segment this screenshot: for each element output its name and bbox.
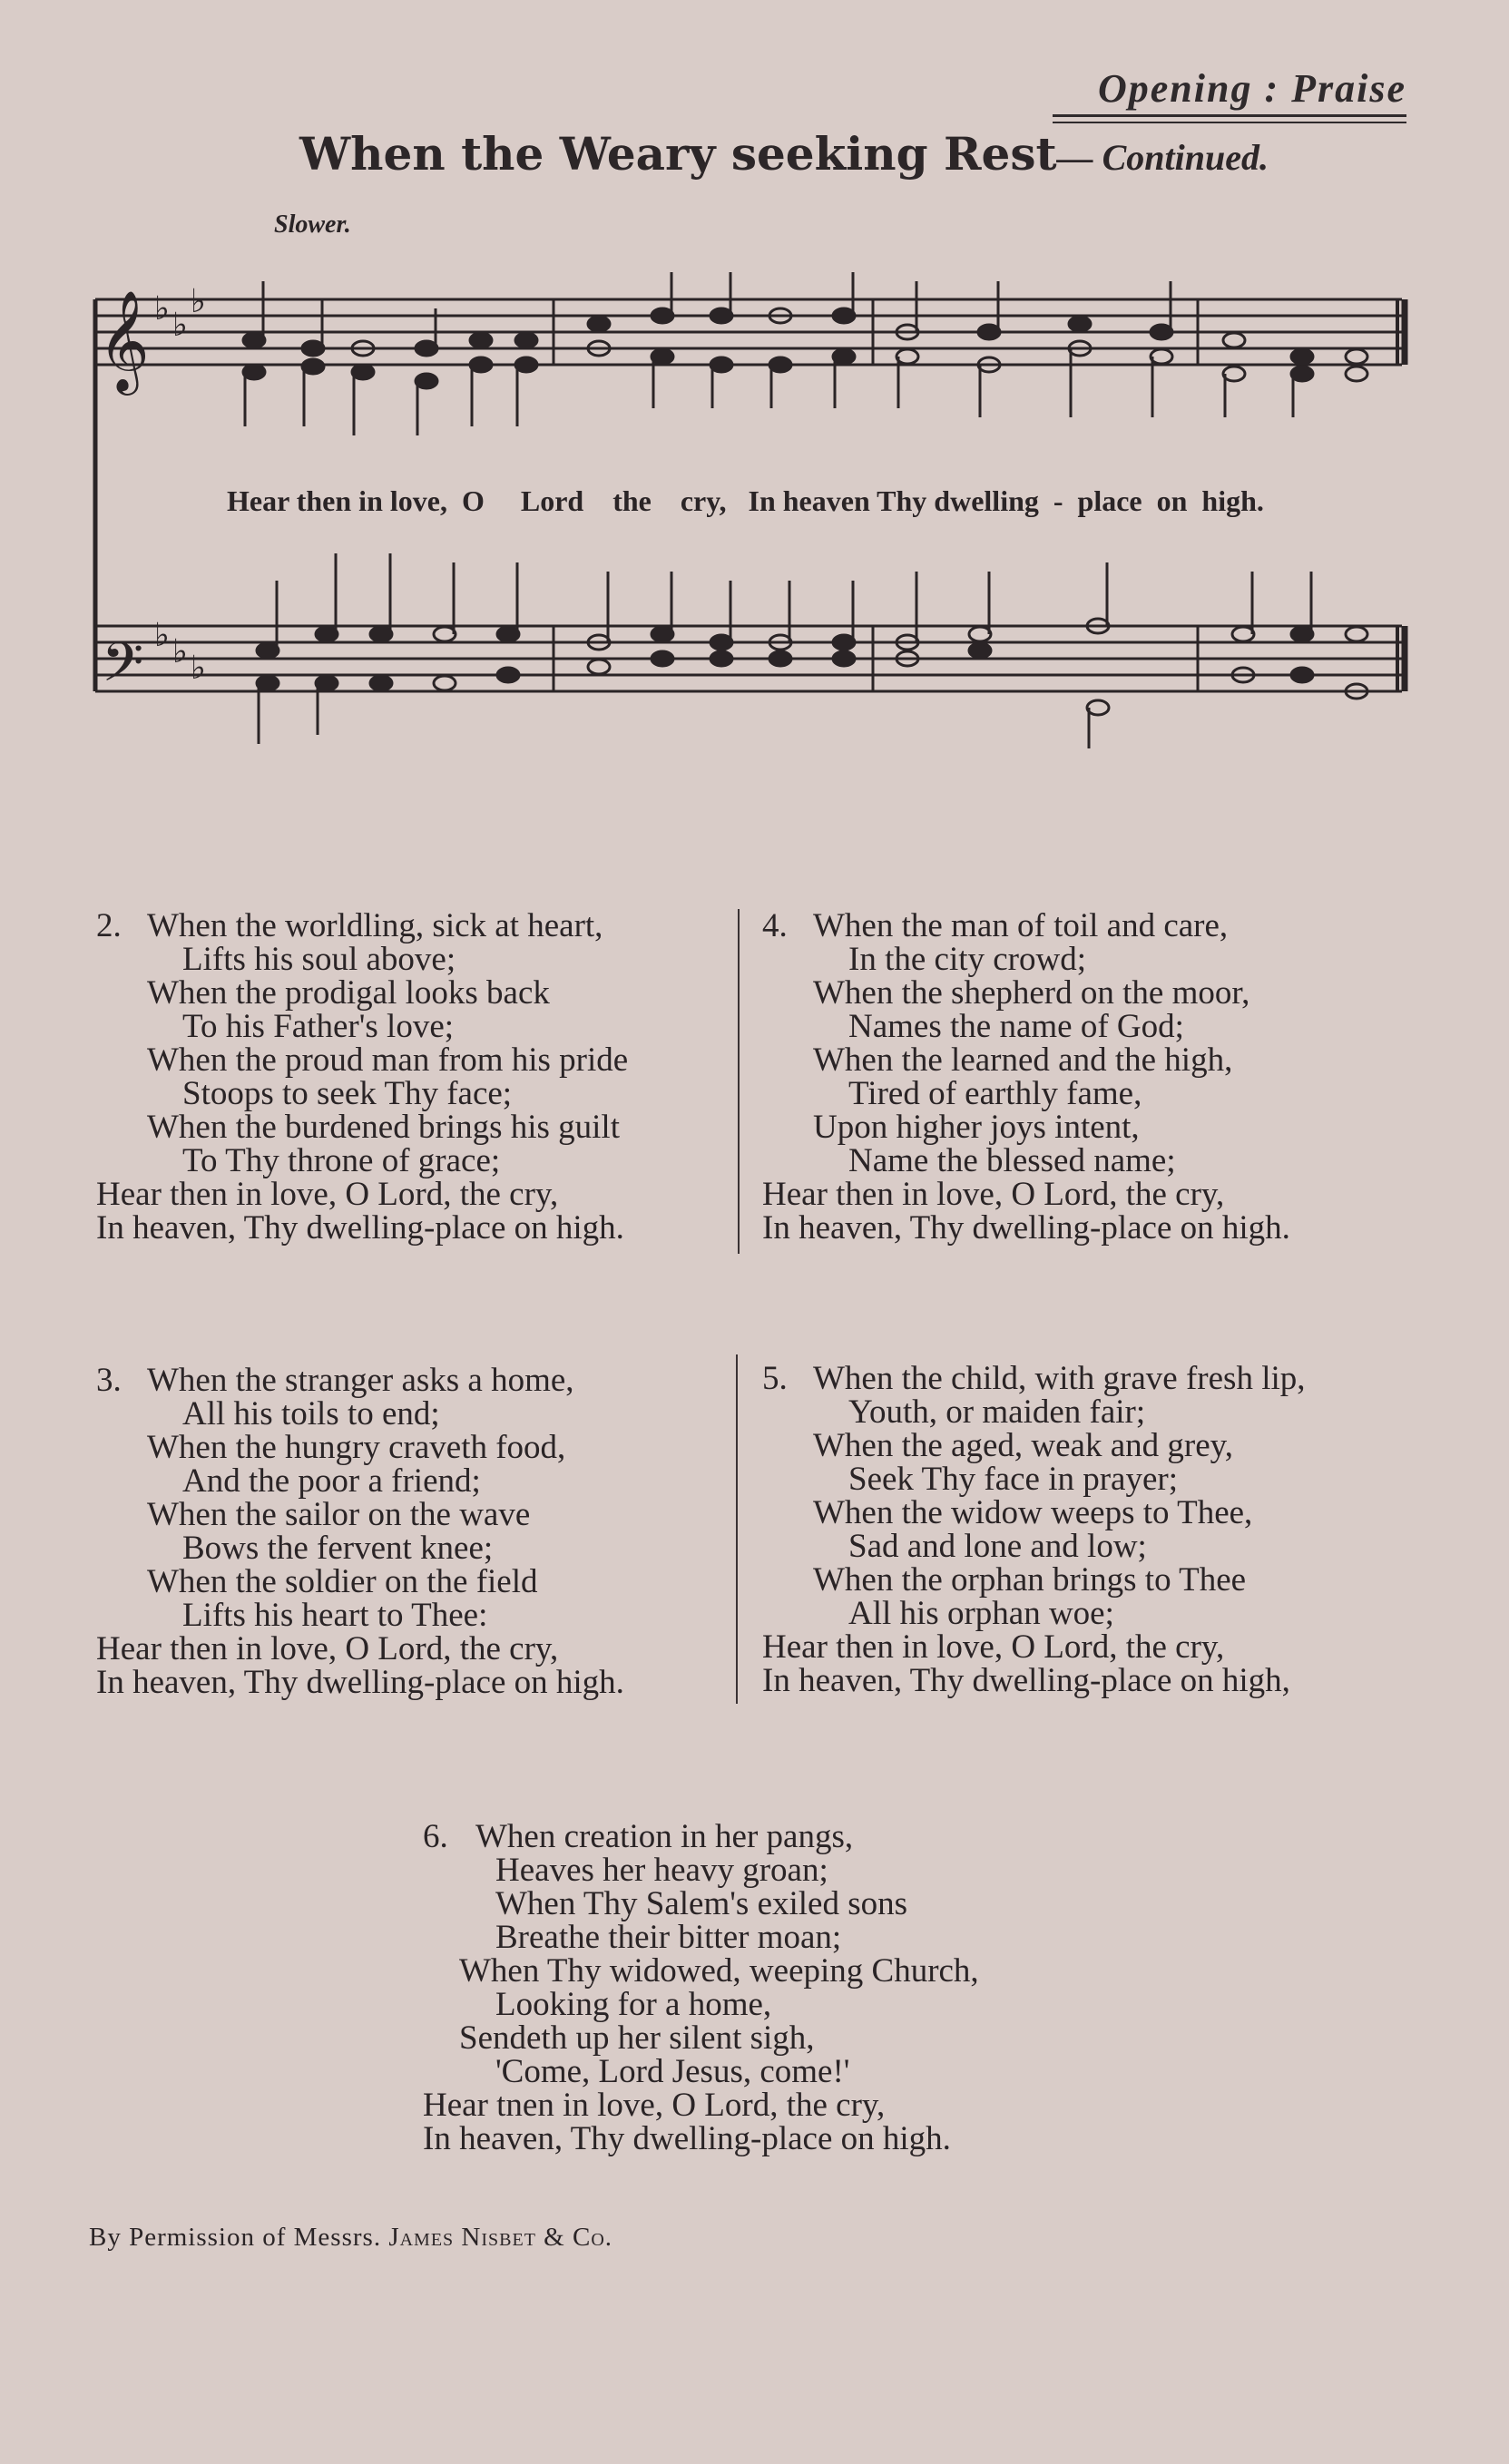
title-text: When the Weary seeking Rest bbox=[299, 127, 1057, 181]
verse-line: When the widow weeps to Thee, bbox=[813, 1494, 1253, 1531]
verse-line: And the poor a friend; bbox=[182, 1462, 481, 1500]
footer-publisher: James Nisbet & Co. bbox=[388, 2223, 613, 2252]
svg-text:𝄢: 𝄢 bbox=[102, 631, 144, 707]
section-header: Opening : Praise bbox=[1098, 66, 1406, 111]
verse-refrain: In heaven, Thy dwelling-place on high. bbox=[96, 1209, 624, 1247]
column-divider bbox=[738, 909, 740, 1254]
verse-line: When the child, with grave fresh lip, bbox=[813, 1360, 1306, 1397]
hymn-title bbox=[299, 127, 1298, 181]
verse-line: When the orphan brings to Thee bbox=[813, 1561, 1247, 1599]
svg-text:♭: ♭ bbox=[191, 650, 206, 687]
verse-line: Stoops to seek Thy face; bbox=[182, 1075, 513, 1112]
verse-4 bbox=[762, 909, 1290, 1245]
verse-refrain: Hear then in love, O Lord, the cry, bbox=[96, 1630, 559, 1667]
verse-line: When the man of toil and care, bbox=[813, 907, 1229, 944]
verse-line: Breathe their bitter moan; bbox=[495, 1919, 842, 1956]
verse-line: To his Father's love; bbox=[182, 1008, 455, 1045]
svg-text:♭: ♭ bbox=[172, 633, 188, 670]
verse-line: Bows the fervent knee; bbox=[182, 1530, 494, 1567]
verse-3 bbox=[96, 1364, 624, 1699]
svg-text:♭: ♭ bbox=[154, 617, 170, 654]
header-rule-thin bbox=[1053, 122, 1406, 123]
verse-refrain: Hear tnen in love, O Lord, the cry, bbox=[423, 2087, 886, 2124]
verse-line: When Thy Salem's exiled sons bbox=[495, 1885, 908, 1922]
verse-line: In the city crowd; bbox=[848, 941, 1086, 978]
svg-text:♭: ♭ bbox=[191, 283, 206, 320]
verse-line: To Thy throne of grace; bbox=[182, 1142, 501, 1179]
verse-line: Looking for a home, bbox=[495, 1986, 772, 2023]
verse-number: 2. bbox=[96, 907, 122, 944]
verse-refrain: Hear then in love, O Lord, the cry, bbox=[762, 1628, 1225, 1666]
verse-line: All his toils to end; bbox=[182, 1395, 440, 1432]
svg-text:♭: ♭ bbox=[172, 307, 188, 344]
verse-number: 5. bbox=[762, 1360, 788, 1397]
verse-line: Tired of earthly fame, bbox=[848, 1075, 1142, 1112]
verse-refrain: In heaven, Thy dwelling-place on high. bbox=[96, 1664, 624, 1701]
title-continued: — Continued. bbox=[1056, 137, 1269, 178]
verse-refrain: Hear then in love, O Lord, the cry, bbox=[96, 1176, 559, 1213]
verse-line: When the sailor on the wave bbox=[147, 1496, 531, 1533]
verse-number: 3. bbox=[96, 1362, 122, 1399]
verse-refrain: In heaven, Thy dwelling-place on high. bbox=[762, 1209, 1290, 1247]
verse-line: Names the name of God; bbox=[848, 1008, 1184, 1045]
verse-line: When the proud man from his pride bbox=[147, 1041, 629, 1079]
verse-line: When Thy widowed, weeping Church, bbox=[459, 1952, 979, 1990]
verse-line: When the stranger asks a home, bbox=[147, 1362, 574, 1399]
verse-line: Seek Thy face in prayer; bbox=[848, 1461, 1178, 1498]
verse-2 bbox=[96, 909, 628, 1245]
verse-line: 'Come, Lord Jesus, come!' bbox=[495, 2053, 850, 2090]
permission-footer bbox=[89, 2223, 612, 2253]
verse-line: All his orphan woe; bbox=[848, 1595, 1114, 1632]
verse-line: When the burdened brings his guilt bbox=[147, 1109, 620, 1146]
verse-line: When the soldier on the field bbox=[147, 1563, 538, 1600]
svg-text:𝄞: 𝄞 bbox=[98, 289, 150, 391]
column-divider bbox=[736, 1354, 738, 1704]
verse-line: When the prodigal looks back bbox=[147, 974, 550, 1012]
tempo-marking: Slower. bbox=[274, 210, 351, 239]
verse-line: When the shepherd on the moor, bbox=[813, 974, 1250, 1012]
verse-line: When the learned and the high, bbox=[813, 1041, 1233, 1079]
verse-line: Heaves her heavy groan; bbox=[495, 1852, 828, 1889]
verse-6 bbox=[423, 1820, 979, 2156]
verse-line: Sendeth up her silent sigh, bbox=[459, 2019, 815, 2057]
score-lyric: Hear then in love, O Lord the cry, In heaven Thy dwelling - place on high. bbox=[227, 484, 1264, 517]
verse-line: When creation in her pangs, bbox=[475, 1818, 854, 1855]
verse-line: Sad and lone and low; bbox=[848, 1528, 1147, 1565]
verse-line: Upon higher joys intent, bbox=[813, 1109, 1140, 1146]
verse-line: Lifts his heart to Thee: bbox=[182, 1597, 488, 1634]
verse-line: Name the blessed name; bbox=[848, 1142, 1176, 1179]
verse-refrain: Hear then in love, O Lord, the cry, bbox=[762, 1176, 1225, 1213]
footer-prefix: By Permission of Messrs. bbox=[89, 2223, 382, 2252]
svg-text:♭: ♭ bbox=[154, 290, 170, 328]
verse-line: Lifts his soul above; bbox=[182, 941, 456, 978]
verse-line: Youth, or maiden fair; bbox=[848, 1393, 1146, 1431]
verse-refrain: In heaven, Thy dwelling-place on high. bbox=[423, 2120, 951, 2157]
verse-refrain: In heaven, Thy dwelling-place on high, bbox=[762, 1662, 1290, 1699]
verse-number: 4. bbox=[762, 907, 788, 944]
verse-line: When the aged, weak and grey, bbox=[813, 1427, 1233, 1464]
verse-number: 6. bbox=[423, 1818, 448, 1855]
header-rule bbox=[1053, 114, 1406, 117]
verse-line: When the hungry craveth food, bbox=[147, 1429, 566, 1466]
verse-5 bbox=[762, 1362, 1306, 1697]
verse-line: When the worldling, sick at heart, bbox=[147, 907, 603, 944]
